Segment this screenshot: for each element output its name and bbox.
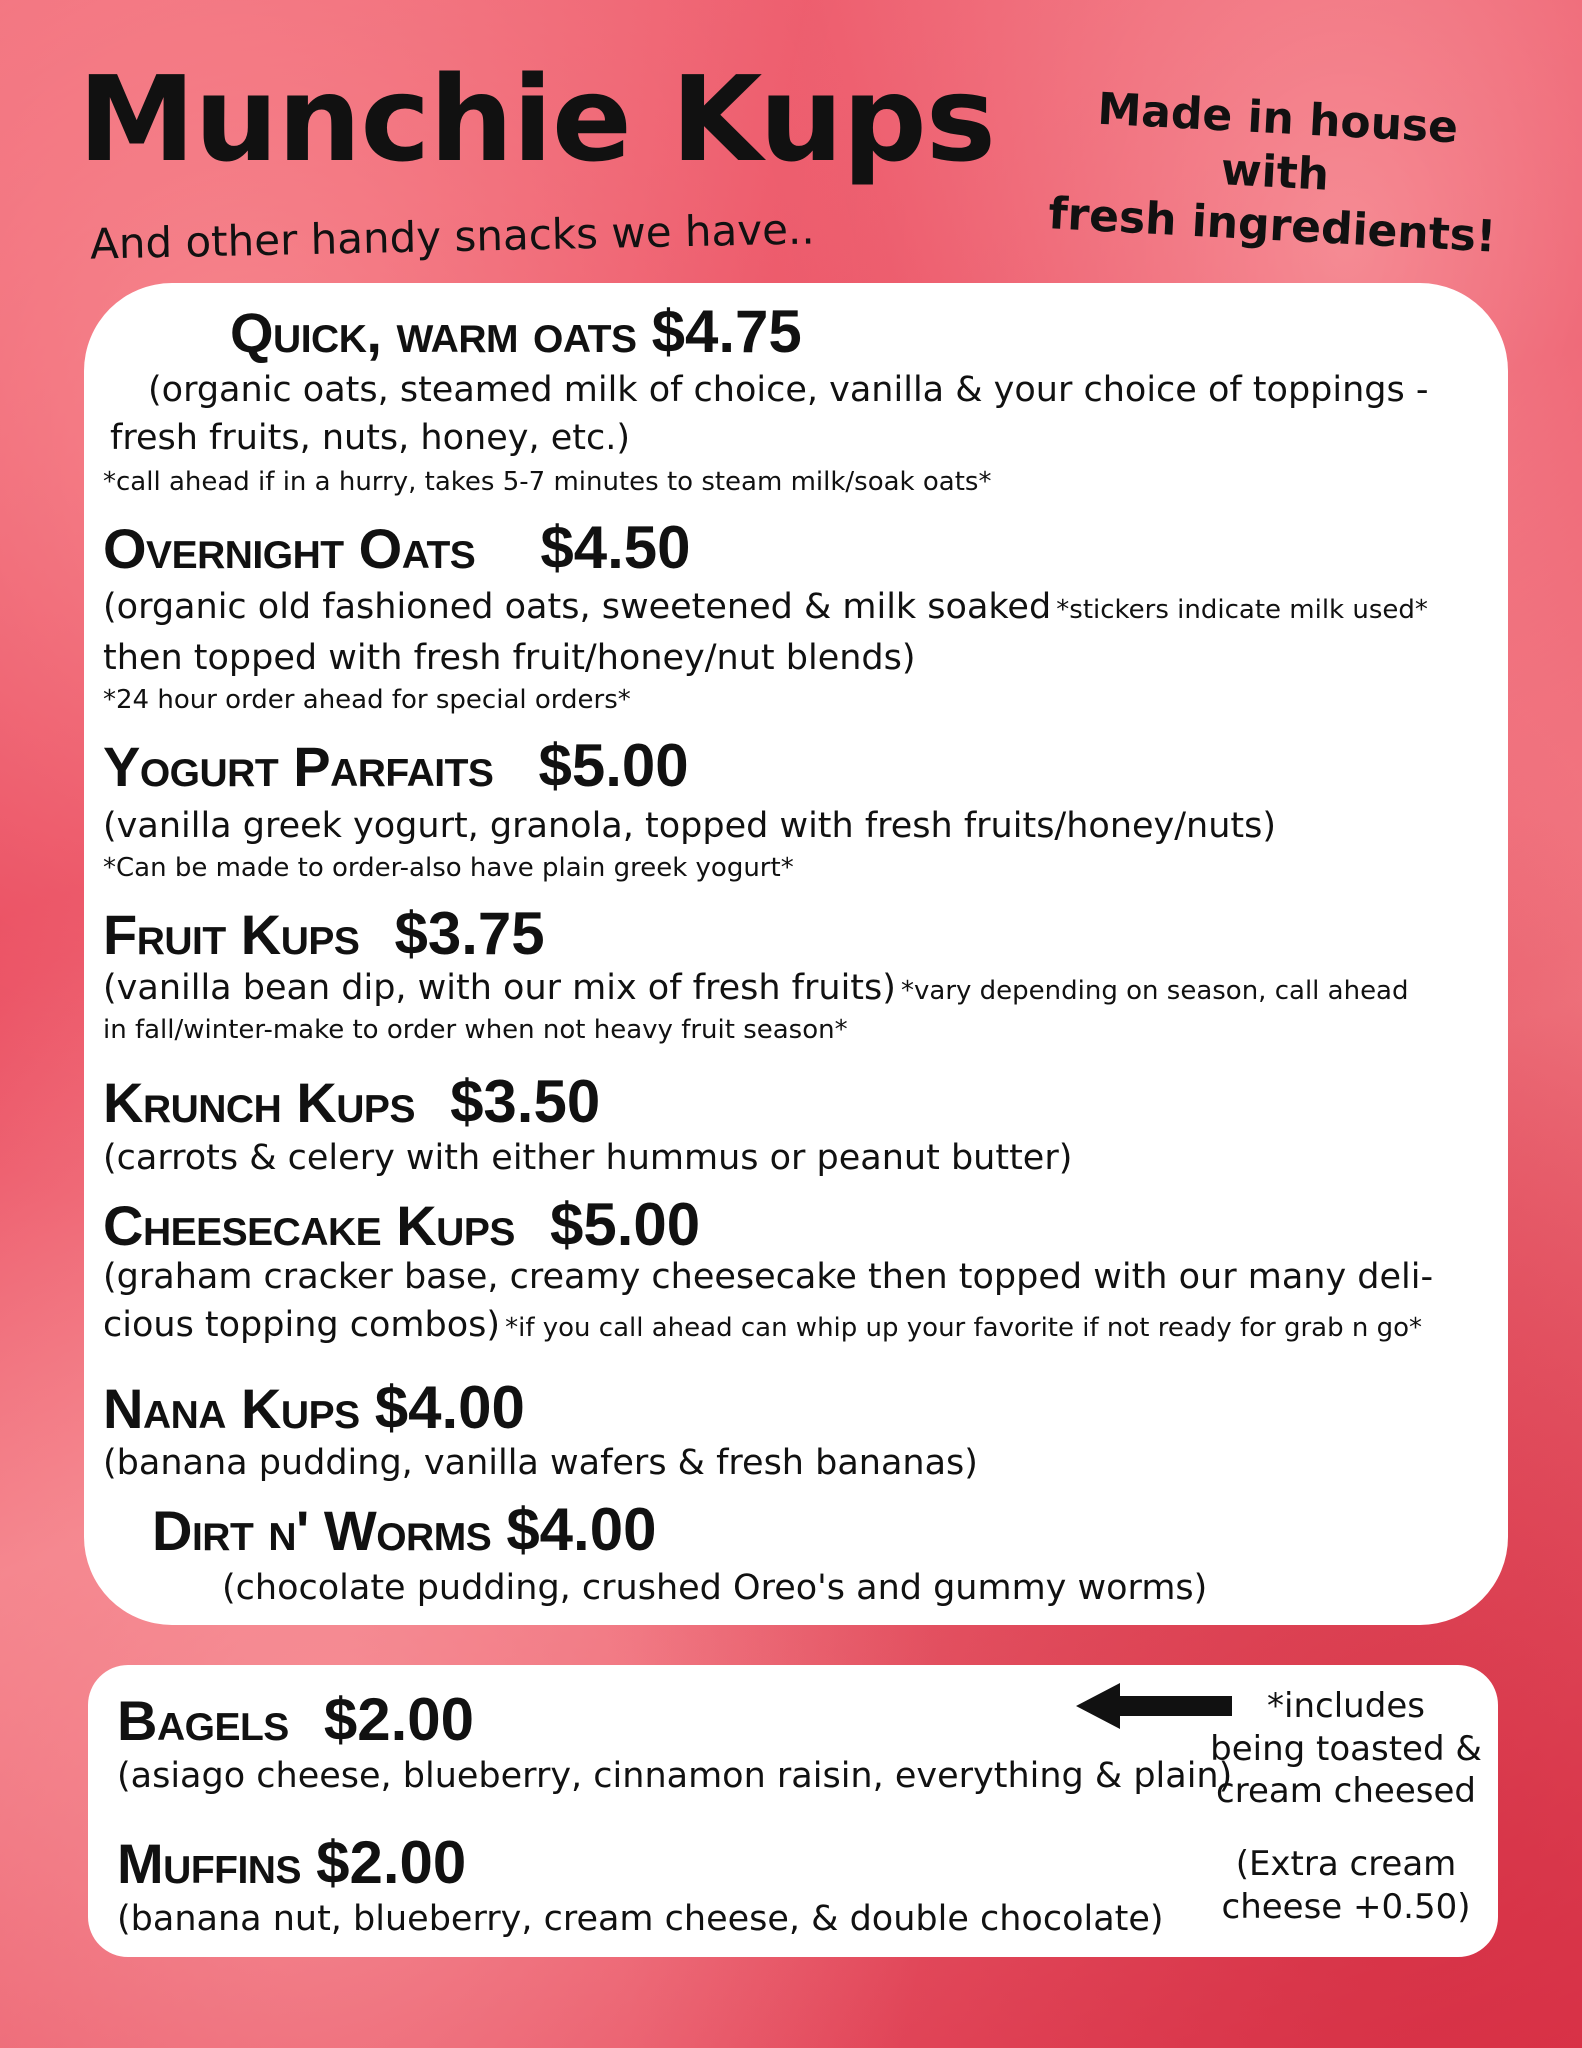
- item-description-block: [103, 1253, 1473, 1350]
- item-description: (vanilla bean dip, with our mix of fresh fruits): [103, 968, 896, 1008]
- includes-note-line-3: cream cheesed: [1216, 1771, 1476, 1811]
- item-price: $5.00: [538, 732, 689, 799]
- item-description: (graham cracker base, creamy cheesecake then topped with our many deli- cious topping combos): [103, 1257, 1434, 1346]
- item-note: *call ahead if in a hurry, takes 5-7 minutes to steam milk/soak oats*: [103, 467, 992, 497]
- item-price: $3.75: [394, 900, 545, 967]
- tagline-line-1: Made in house with: [1096, 83, 1460, 201]
- item-name: Muffins: [117, 1832, 301, 1895]
- menu-item-overnight-oats: [103, 514, 691, 581]
- item-name: Yogurt Parfaits: [103, 735, 494, 798]
- item-price: $5.00: [549, 1191, 701, 1258]
- item-price: $4.75: [651, 298, 802, 365]
- extra-cream-cheese-note: [1206, 1843, 1486, 1928]
- item-name: Quick, warm oats: [230, 301, 637, 364]
- item-description: (chocolate pudding, crushed Oreo's and gummy worms): [222, 1568, 1208, 1608]
- includes-note-line-2: being toasted &: [1210, 1728, 1482, 1769]
- item-description: (asiago cheese, blueberry, cinnamon raisin, everything & plain): [117, 1756, 1233, 1796]
- item-description: (carrots & celery with either hummus or peanut butter): [103, 1138, 1073, 1178]
- menu-item-nana-kups: [103, 1374, 525, 1441]
- extra-note-line-2: cheese +0.50): [1221, 1886, 1471, 1927]
- menu-item-yogurt-parfaits: [103, 732, 689, 799]
- item-name: Dirt n' Worms: [152, 1499, 492, 1562]
- item-name: Fruit Kups: [103, 903, 360, 966]
- page-subtitle: And other handy snacks we have..: [89, 204, 816, 269]
- item-name: Krunch Kups: [103, 1071, 415, 1134]
- item-description: (banana pudding, vanilla wafers & fresh bananas): [103, 1443, 978, 1483]
- item-name: Nana Kups: [103, 1377, 360, 1440]
- item-note: *Can be made to order-also have plain greek yogurt*: [103, 853, 794, 883]
- item-inline-note: *if you call ahead can whip up your favorite if not ready for grab n go*: [505, 1313, 1423, 1344]
- item-price: $4.00: [506, 1496, 657, 1563]
- item-name: Bagels: [117, 1689, 289, 1752]
- menu-item-krunch-kups: [103, 1068, 601, 1135]
- item-description: (organic oats, steamed milk of choice, vanilla & your choice of toppings - fresh fruits, nuts, honey, etc.): [110, 370, 1429, 459]
- item-note: *24 hour order ahead for special orders*: [103, 685, 631, 715]
- item-name: Cheesecake Kups: [103, 1194, 515, 1257]
- item-inline-note: *stickers indicate milk used*: [1056, 595, 1428, 625]
- tagline-line-2: fresh ingredients!: [1047, 188, 1498, 263]
- includes-note: [1206, 1685, 1486, 1813]
- item-price: $2.00: [323, 1686, 475, 1753]
- item-description-2: then topped with fresh fruit/honey/nut blends): [103, 638, 916, 678]
- item-description-block: [103, 583, 1453, 631]
- item-description: (banana nut, blueberry, cream cheese, & double chocolate): [117, 1899, 1164, 1939]
- extra-note-line-1: (Extra cream: [1235, 1844, 1457, 1884]
- item-description: (vanilla greek yogurt, granola, topped with fresh fruits/honey/nuts): [103, 806, 1277, 846]
- item-description: (organic old fashioned oats, sweetened & milk soaked: [103, 587, 1052, 627]
- menu-item-dirt-n-worms: [152, 1496, 657, 1563]
- menu-item-bagels: [117, 1686, 475, 1753]
- item-name: Overnight Oats: [103, 517, 476, 580]
- item-price: $2.00: [316, 1829, 467, 1896]
- tagline: [1046, 80, 1504, 264]
- item-inline-note: *vary depending on season, call ahead in fall/winter-make to order when not heavy fruit season*: [103, 976, 1409, 1046]
- includes-note-line-1: *includes: [1267, 1686, 1425, 1726]
- menu-item-muffins: [117, 1829, 467, 1896]
- item-description-block: [103, 964, 1433, 1050]
- menu-item-cheesecake-kups: [103, 1191, 701, 1258]
- item-price: $4.50: [540, 514, 691, 581]
- item-price: $4.00: [374, 1374, 525, 1441]
- item-price: $3.50: [450, 1068, 601, 1135]
- menu-item-fruit-kups: [103, 900, 545, 967]
- menu-item-quick-oats: [230, 298, 1470, 365]
- page-title: Munchie Kups: [78, 50, 996, 188]
